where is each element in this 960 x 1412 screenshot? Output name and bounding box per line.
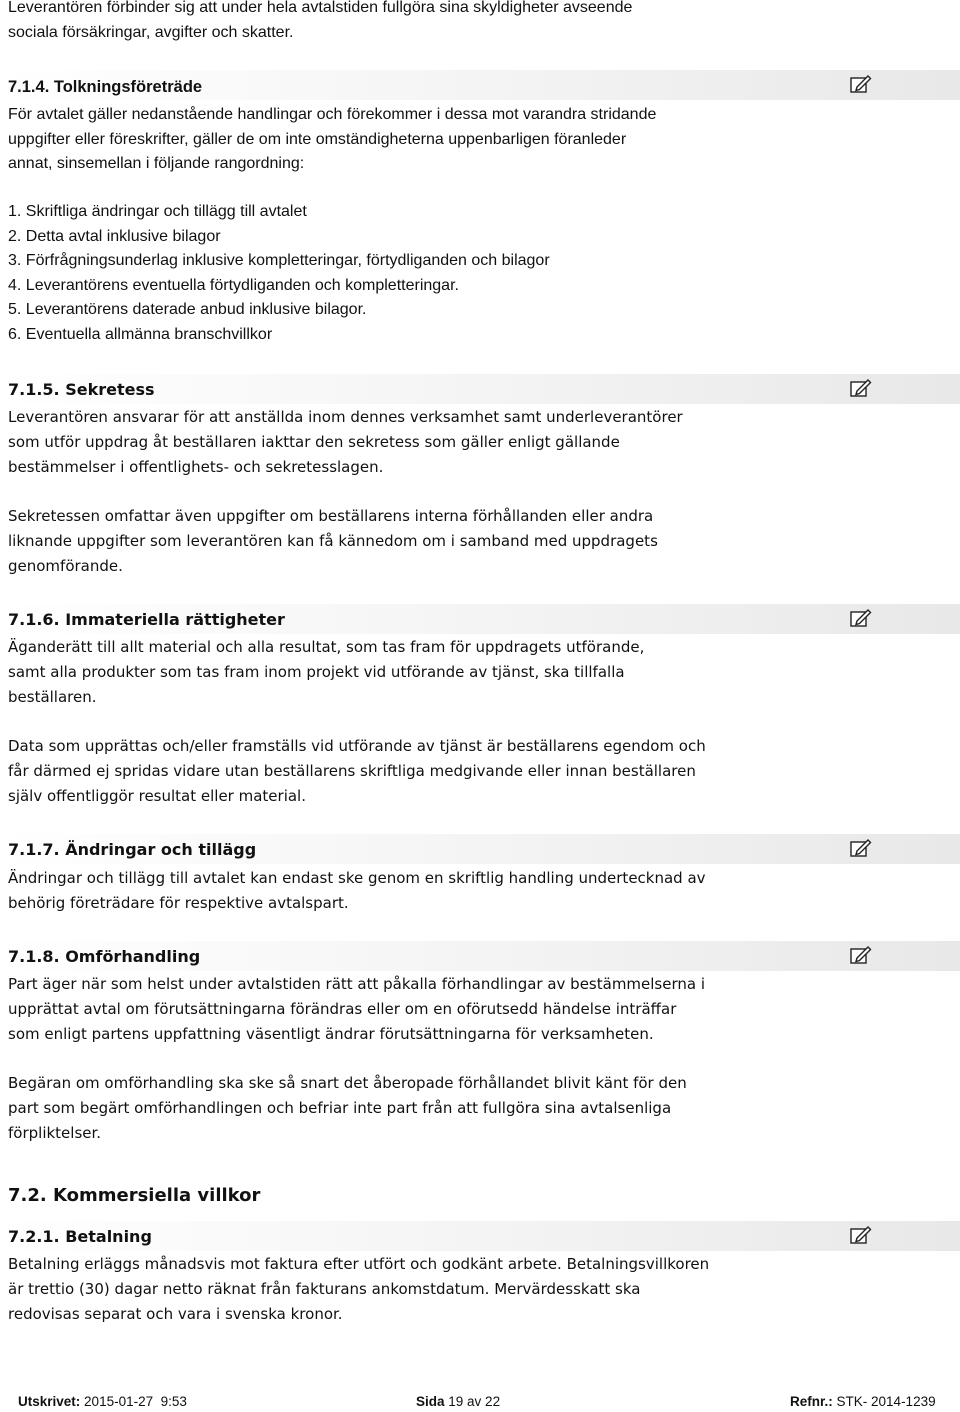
list-item: 1. Skriftliga ändringar och tillägg till avtalet: [8, 203, 307, 220]
edit-pencil-icon[interactable]: [850, 838, 872, 858]
paragraph-line: Betalning erläggs månadsvis mot faktura efter utfört och godkänt arbete. Betalningsvillkoren: [8, 1255, 710, 1273]
paragraph-line: Begäran om omförhandling ska ske så snart det åberopade förhållandet blivit känt för den: [8, 1074, 687, 1092]
paragraph-line: Äganderätt till allt material och alla resultat, som tas fram för uppdragets utförande,: [8, 638, 645, 656]
paragraph-line: själv offentliggör resultat eller material.: [8, 786, 306, 805]
section-title-andringar-och-tillagg: 7.1.7. Ändringar och tillägg: [8, 840, 257, 859]
paragraph-line: liknande uppgifter som leverantören kan få kännedom om i samband med uppdragets: [8, 531, 658, 550]
edit-pencil-icon[interactable]: [850, 945, 872, 965]
section-title-tolkningsforetrade: 7.1.4. Tolkningsföreträde: [8, 78, 203, 96]
ref-value: STK- 2014-1239: [836, 1394, 936, 1409]
paragraph-line: förpliktelser.: [8, 1123, 102, 1142]
paragraph-line: Leverantören ansvarar för att anställda inom dennes verksamhet samt underleverantörer: [8, 408, 683, 426]
paragraph-line: annat, sinsemellan i följande rangordning:: [8, 155, 305, 172]
paragraph-line: är trettio (30) dagar netto räknat från fakturans ankomstdatum. Mervärdesskatt ska: [8, 1279, 641, 1298]
edit-pencil-icon[interactable]: [850, 74, 872, 94]
page-number: [416, 1394, 500, 1409]
page-value: 19 av 22: [448, 1394, 501, 1409]
list-item: 5. Leverantörens daterade anbud inklusive bilagor.: [8, 301, 367, 318]
page-footer: [0, 1392, 960, 1412]
intro-line: Leverantören förbinder sig att under hela avtalstiden fullgöra sina skyldigheter avseende: [8, 0, 633, 16]
section-title-betalning: 7.2.1. Betalning: [8, 1227, 152, 1246]
paragraph-line: som enligt partens uppfattning väsentligt ändrar förutsättningarna för verksamheten.: [8, 1024, 654, 1043]
intro-text: [8, 0, 632, 45]
paragraph-line: upprättat avtal om förutsättningarna förändras eller om en oförutsedd händelse inträffar: [8, 999, 677, 1018]
paragraph-line: samt alla produkter som tas fram inom projekt vid utförande av tjänst, ska tillfalla: [8, 662, 625, 681]
paragraph-line: beställaren.: [8, 687, 97, 706]
section-body: [8, 635, 644, 709]
list-item: 3. Förfrågningsunderlag inklusive kompletteringar, förtydliganden och bilagor: [8, 252, 550, 269]
section-title-immateriella-rattigheter: 7.1.6. Immateriella rättigheter: [8, 610, 285, 629]
section-body: [8, 504, 658, 578]
edit-pencil-icon[interactable]: [850, 608, 872, 628]
edit-pencil-icon[interactable]: [850, 378, 872, 398]
paragraph-line: genomförande.: [8, 556, 123, 575]
list-item: 2. Detta avtal inklusive bilagor: [8, 227, 221, 245]
reference-number: [790, 1394, 936, 1409]
paragraph-line: redovisas separat och vara i svenska kronor.: [8, 1304, 343, 1323]
list-item: 4. Leverantörens eventuella förtydliganden och kompletteringar.: [8, 276, 459, 294]
section-body: [8, 972, 705, 1046]
ref-label: Refnr.:: [790, 1394, 833, 1409]
paragraph-line: får därmed ej spridas vidare utan beställarens skriftliga medgivande eller innan beställaren: [8, 761, 696, 780]
section-body: [8, 734, 706, 808]
printed-value: 2015-01-27 9:53: [84, 1394, 187, 1409]
section-body: [8, 405, 683, 479]
printed-date: [18, 1394, 187, 1409]
section-body: [8, 866, 706, 916]
section-body: [8, 1071, 687, 1145]
paragraph-line: För avtalet gäller nedanstående handlingar och förekommer i dessa mot varandra stridande: [8, 106, 657, 123]
section-title-sekretess: 7.1.5. Sekretess: [8, 380, 155, 399]
paragraph-line: uppgifter eller föreskrifter, gäller de om inte omständigheterna uppenbarligen föranleder: [8, 130, 627, 148]
ranking-list: [8, 200, 550, 347]
paragraph-line: Part äger när som helst under avtalstiden rätt att påkalla förhandlingar av bestämmelserna i: [8, 975, 706, 993]
paragraph-line: behörig företrädare för respektive avtalspart.: [8, 893, 349, 912]
paragraph-line: bestämmelser i offentlighets- och sekretesslagen.: [8, 457, 384, 476]
paragraph-line: Ändringar och tillägg till avtalet kan endast ske genom en skriftlig handling undertecknad av: [8, 869, 706, 887]
section-body: [8, 1252, 709, 1326]
paragraph-line: Data som upprättas och/eller framställs vid utförande av tjänst är beställarens egendom och: [8, 737, 706, 755]
paragraph-line: Sekretessen omfattar även uppgifter om beställarens interna förhållanden eller andra: [8, 507, 654, 525]
section-title-omforhandling: 7.1.8. Omförhandling: [8, 947, 201, 966]
page-label: Sida: [416, 1394, 445, 1409]
paragraph-line: part som begärt omförhandlingen och befriar inte part från att fullgöra sina avtalsenliga: [8, 1098, 672, 1117]
paragraph-line: som utför uppdrag åt beställaren iakttar den sekretess som gäller enligt gällande: [8, 432, 620, 451]
list-item: 6. Eventuella allmänna branschvillkor: [8, 325, 273, 343]
printed-label: Utskrivet:: [18, 1394, 81, 1409]
intro-line: sociala försäkringar, avgifter och skatter.: [8, 23, 294, 41]
section-body: [8, 103, 656, 177]
chapter-title-kommersiella-villkor: 7.2. Kommersiella villkor: [8, 1185, 261, 1206]
edit-pencil-icon[interactable]: [850, 1225, 872, 1245]
